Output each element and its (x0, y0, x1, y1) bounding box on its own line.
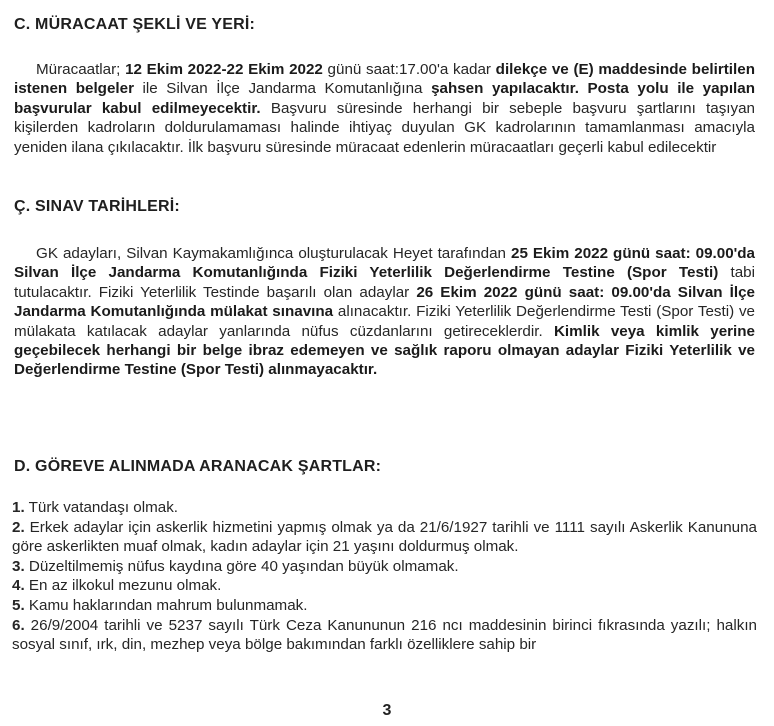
text-span: alınacaktır. Fiziki Yeterlilik Değerlendirme Testi (Spor Testi) ve mülakata katılacak adaylar yanlarında nüfus cüzdanlarını getireceklerdir. (14, 303, 755, 340)
list-item-number: 6. (12, 616, 25, 634)
list-item-number: 5. (12, 596, 25, 614)
bold-span: Kimlik veya kimlik yerine geçebilecek herhangi bir belge ibraz edemeyen ve sağlık raporu olmayan adaylar Fiziki Yeterlilik ve Değerlendirme Testine (Spor Testi) alınmayacaktır. (14, 322, 755, 379)
text-span: Başvuru süresinde herhangi bir sebeple başvuru şartlarını taşıyan kişilerden kadroların doldurulamaması halinde ihtiyaç duyulan GK kadrolarının tamamlanması amacıyla yeniden ilana çıkılacaktır. İlk başvuru süresinde müracaat edenlerin müracaatları geçerli kabul edilecektir (14, 99, 755, 156)
bold-span: 25 Ekim 2022 günü saat: 09.00'da Silvan İlçe Jandarma Komutanlığında Fiziki Yeterlilik Değerlendirme Testine (Spor Testi) (14, 245, 756, 282)
requirements-list (12, 498, 757, 655)
list-item-text: Düzeltilmemiş nüfus kaydına göre 40 yaşından büyük olmamak. (24, 557, 459, 575)
list-item-number: 2. (12, 518, 25, 536)
section-d-heading: D. GÖREVE ALINMADA ARANACAK ŞARTLAR: (14, 458, 382, 475)
page-number: 3 (382, 702, 392, 719)
list-item (12, 596, 757, 616)
list-item (12, 557, 757, 577)
bold-span: 12 Ekim 2022-22 Ekim 2022 (125, 61, 323, 78)
bold-span: şahsen yapılacaktır. Posta yolu ile yapılan başvurular kabul edilmeyecektir. (14, 80, 755, 117)
list-item (12, 576, 757, 596)
list-item-text: Kamu haklarından mahrum bulunmamak. (24, 596, 308, 614)
text-span: günü saat:17.00'a kadar (322, 61, 496, 78)
section-c-heading: C. MÜRACAAT ŞEKLİ VE YERİ: (14, 16, 256, 33)
bold-span: dilekçe ve (E) maddesinde belirtilen istenen belgeler (14, 61, 755, 98)
list-item-number: 1. (12, 499, 25, 516)
list-item-text: Erkek adaylar için askerlik hizmetini yapmış olmak ya da 21/6/1927 tarihli ve 1111 sayılı Askerlik Kanununa göre askerlikten muaf olmak, kadın adaylar için 21 yaşını doldurmuş olmak. (12, 518, 757, 556)
list-item (12, 518, 757, 557)
list-item-text: En az ilkokul mezunu olmak. (24, 577, 222, 595)
list-item-text: Türk vatandaşı olmak. (24, 499, 179, 516)
list-item-number: 3. (12, 557, 25, 575)
text-span: GK adayları, Silvan Kaymakamlığınca oluşturulacak Heyet tarafından (36, 245, 511, 262)
section-cc-heading: Ç. SINAV TARİHLERİ: (14, 198, 180, 215)
text-span: Müracaatlar; (36, 61, 126, 78)
list-item (12, 616, 757, 655)
section-c-paragraph (14, 60, 755, 157)
text-span: tabi tutulacaktır. Fiziki Yeterlilik Testinde başarılı olan adaylar (14, 264, 755, 301)
list-item-number: 4. (12, 577, 25, 595)
bold-span: 26 Ekim 2022 günü saat: 09.00'da Silvan İlçe Jandarma Komutanlığında mülakat sınavına (14, 283, 755, 321)
section-cc-paragraph (14, 244, 755, 380)
list-item (12, 498, 757, 518)
text-span: ile Silvan İlçe Jandarma Komutanlığına (133, 80, 432, 98)
list-item-text: 26/9/2004 tarihli ve 5237 sayılı Türk Ceza Kanununun 216 ncı maddesinin birinci fıkrasında yazılı; halkın sosyal sınıf, ırk, din, mezhep veya bölge bakımından farklı özelliklere sahip bir (12, 616, 757, 654)
